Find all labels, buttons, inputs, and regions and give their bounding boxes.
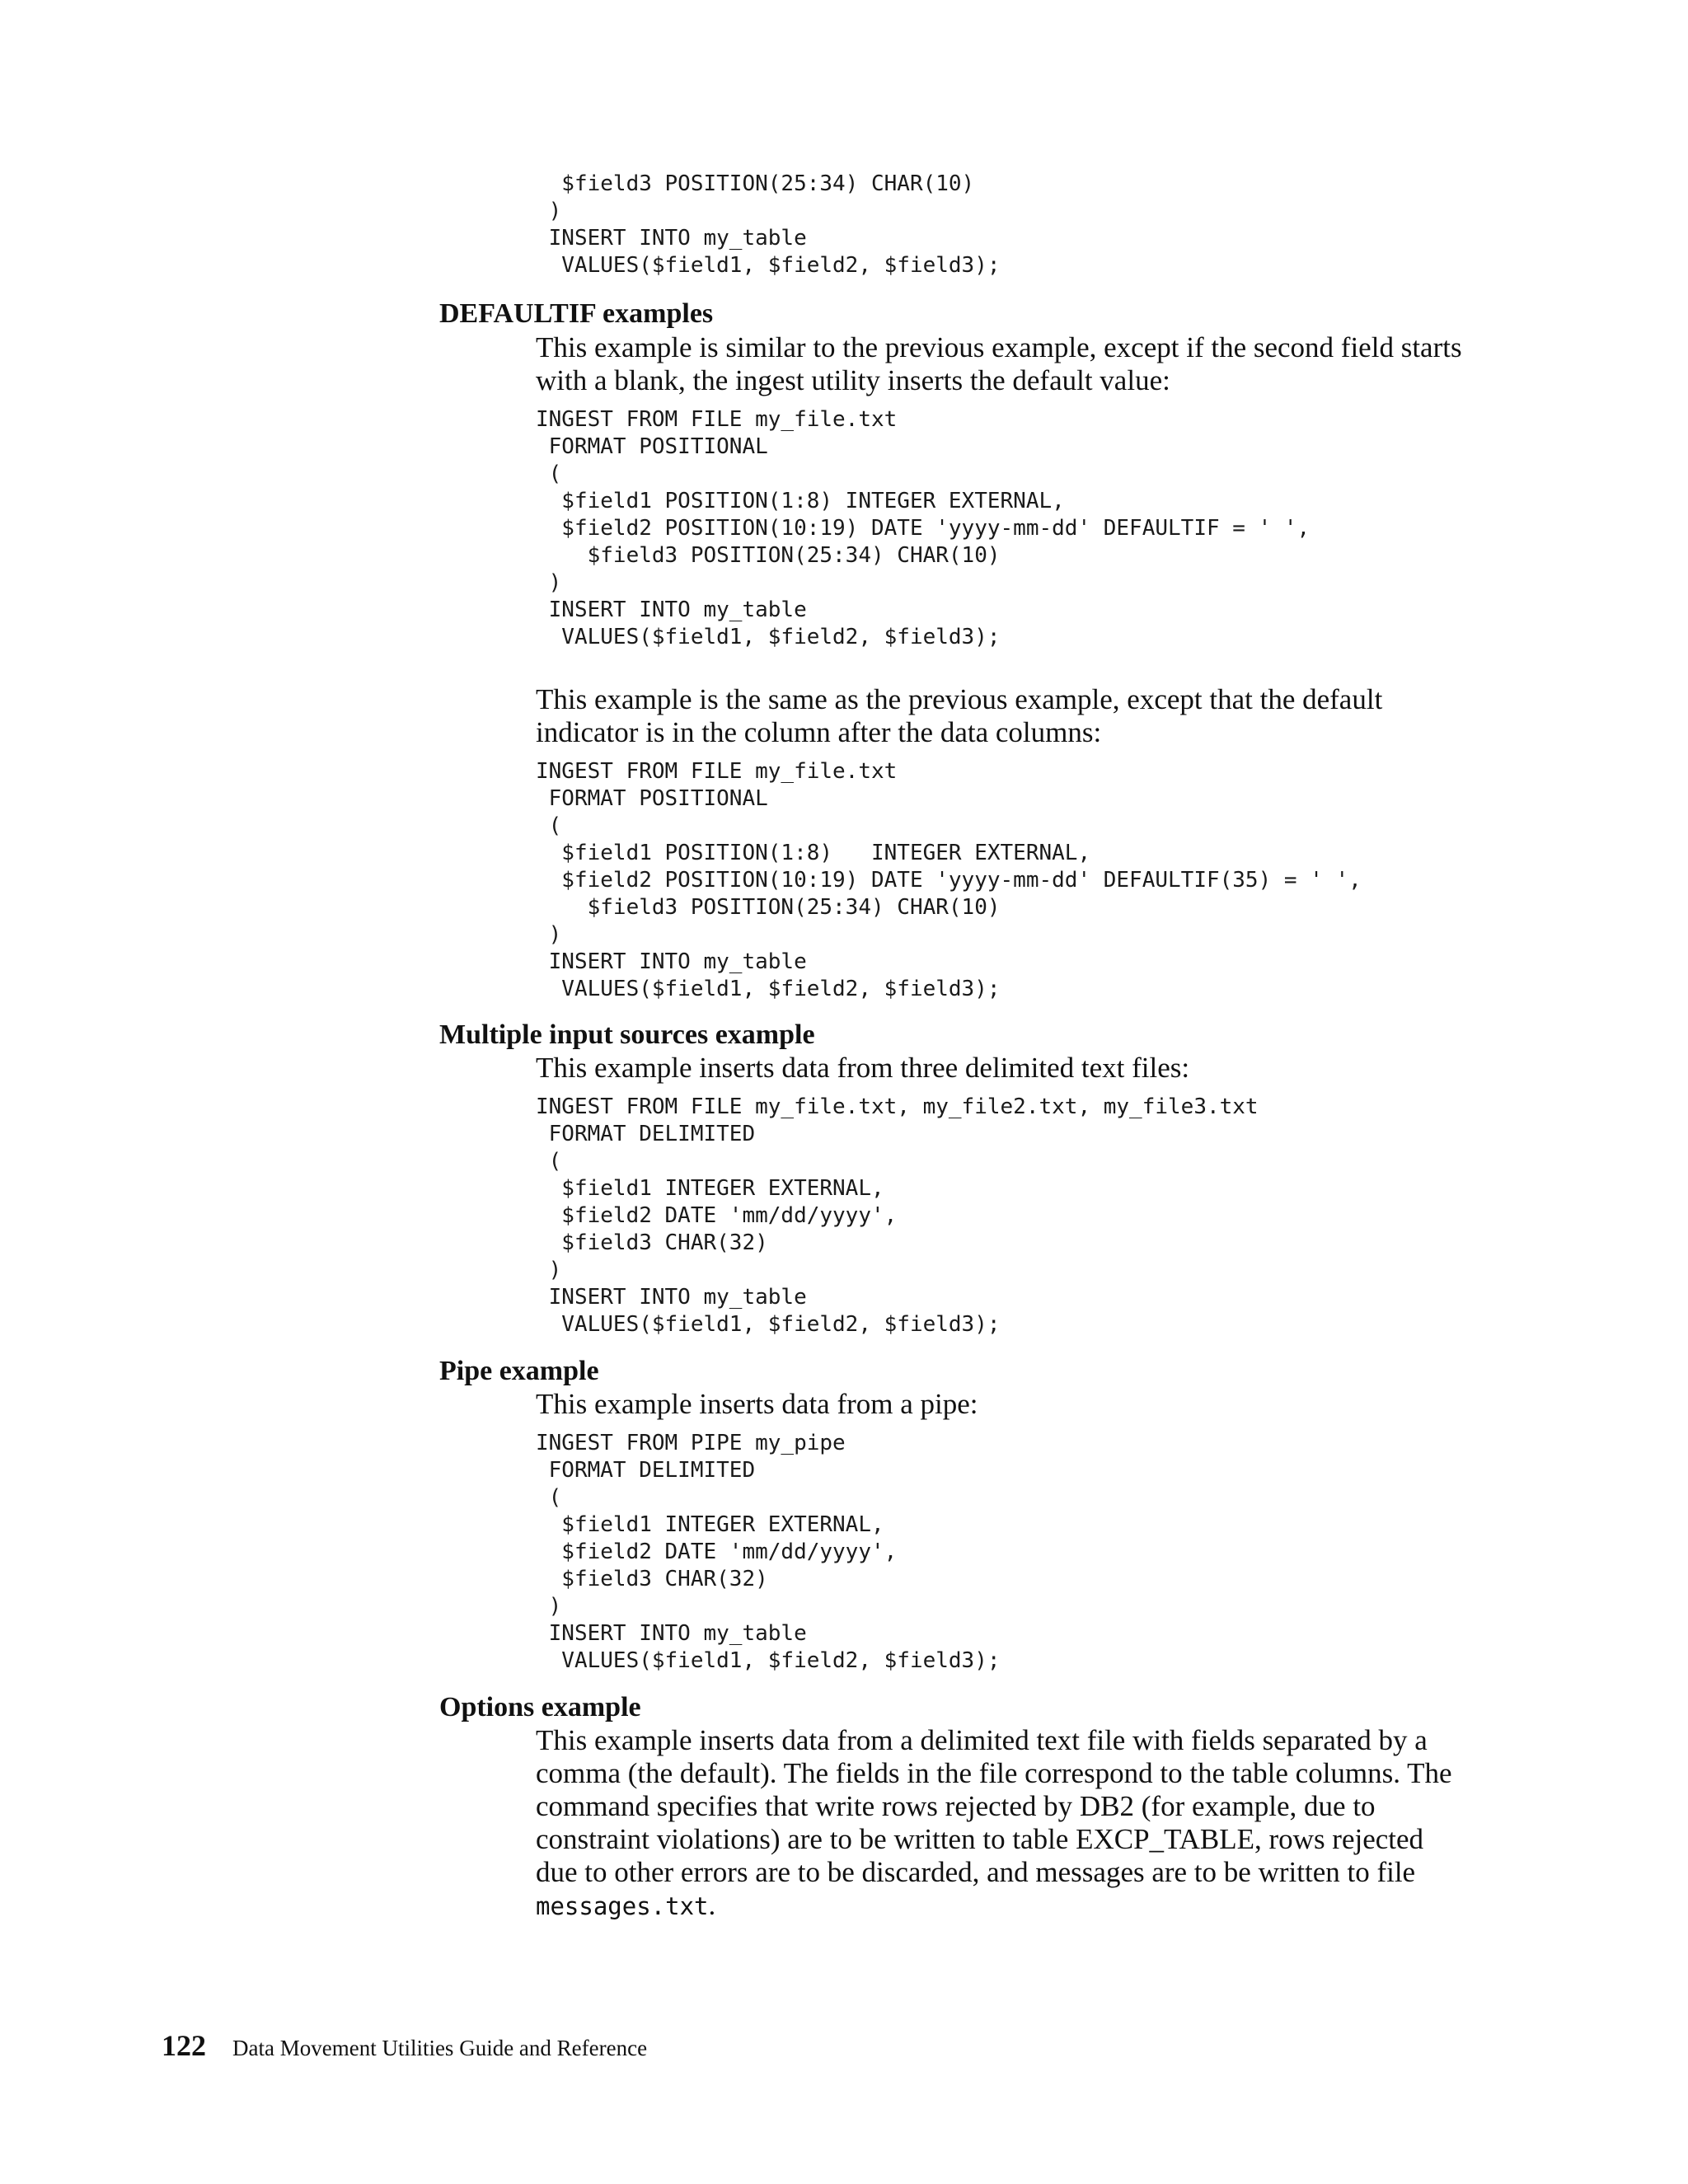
messages-file-name: messages.txt bbox=[536, 1892, 709, 1920]
multiple-input-code-example: INGEST FROM FILE my_file.txt, my_file2.txt, my_file3.txt FORMAT DELIMITED ( $field1 INTEGER EXTERNAL, $field2 DATE 'mm/dd/yyyy', $field3 CHAR(32) ) INSERT INTO my_table VALUES($field1, $field2, $field3); bbox=[536, 1094, 1259, 1337]
options-paragraph-end: . bbox=[708, 1889, 716, 1921]
section-heading-multiple-input: Multiple input sources example bbox=[439, 1019, 815, 1050]
book-title: Data Movement Utilities Guide and Reference bbox=[232, 2036, 648, 2060]
section-heading-defaultif: DEFAULTIF examples bbox=[439, 298, 714, 329]
section-heading-options: Options example bbox=[439, 1692, 641, 1722]
page-footer bbox=[162, 2028, 647, 2063]
options-paragraph-text: This example inserts data from a delimited text file with fields separated by a comma (the default). The fields in the file correspond to the table columns. The command specifies that write rows rejected by DB2 (for example, due to constraint violations) are to be written to table EXCP_TABLE, rows rejected due to other errors are to be discarded, and messages are to be written to file bbox=[536, 1724, 1452, 1888]
defaultif-code-example-2: INGEST FROM FILE my_file.txt FORMAT POSITIONAL ( $field1 POSITION(1:8) INTEGER EXTERNAL, $field2 POSITION(10:19) DATE 'yyyy-mm-dd' DEFAULTIF(35) = ' ', $field3 POSITION(25:34) CHAR(10) ) INSERT INTO my_table VALUES($field1, $field2, $field3); bbox=[536, 759, 1362, 1001]
defaultif-paragraph-1: This example is similar to the previous example, except if the second field starts with a blank, the ingest utility inserts the default value: bbox=[536, 331, 1462, 396]
section-heading-pipe: Pipe example bbox=[439, 1356, 599, 1386]
pipe-paragraph: This example inserts data from a pipe: bbox=[536, 1388, 978, 1420]
options-paragraph bbox=[536, 1724, 1467, 1923]
defaultif-paragraph-2: This example is the same as the previous example, except that the default indicator is in the column after the data columns: bbox=[536, 683, 1383, 748]
defaultif-code-example-1: INGEST FROM FILE my_file.txt FORMAT POSITIONAL ( $field1 POSITION(1:8) INTEGER EXTERNAL, $field2 POSITION(10:19) DATE 'yyyy-mm-dd' DEFAULTIF = ' ', $field3 POSITION(25:34) CHAR(10) ) INSERT INTO my_table VALUES($field1, $field2, $field3); bbox=[536, 407, 1311, 649]
page-number: 122 bbox=[162, 2029, 206, 2062]
code-example-continued: $field3 POSITION(25:34) CHAR(10) ) INSERT INTO my_table VALUES($field1, $field2, $field3); bbox=[548, 171, 1001, 278]
multiple-input-paragraph: This example inserts data from three delimited text files: bbox=[536, 1052, 1190, 1084]
pipe-code-example: INGEST FROM PIPE my_pipe FORMAT DELIMITED ( $field1 INTEGER EXTERNAL, $field2 DATE 'mm/dd/yyyy', $field3 CHAR(32) ) INSERT INTO my_table VALUES($field1, $field2, $field3); bbox=[536, 1431, 1001, 1673]
